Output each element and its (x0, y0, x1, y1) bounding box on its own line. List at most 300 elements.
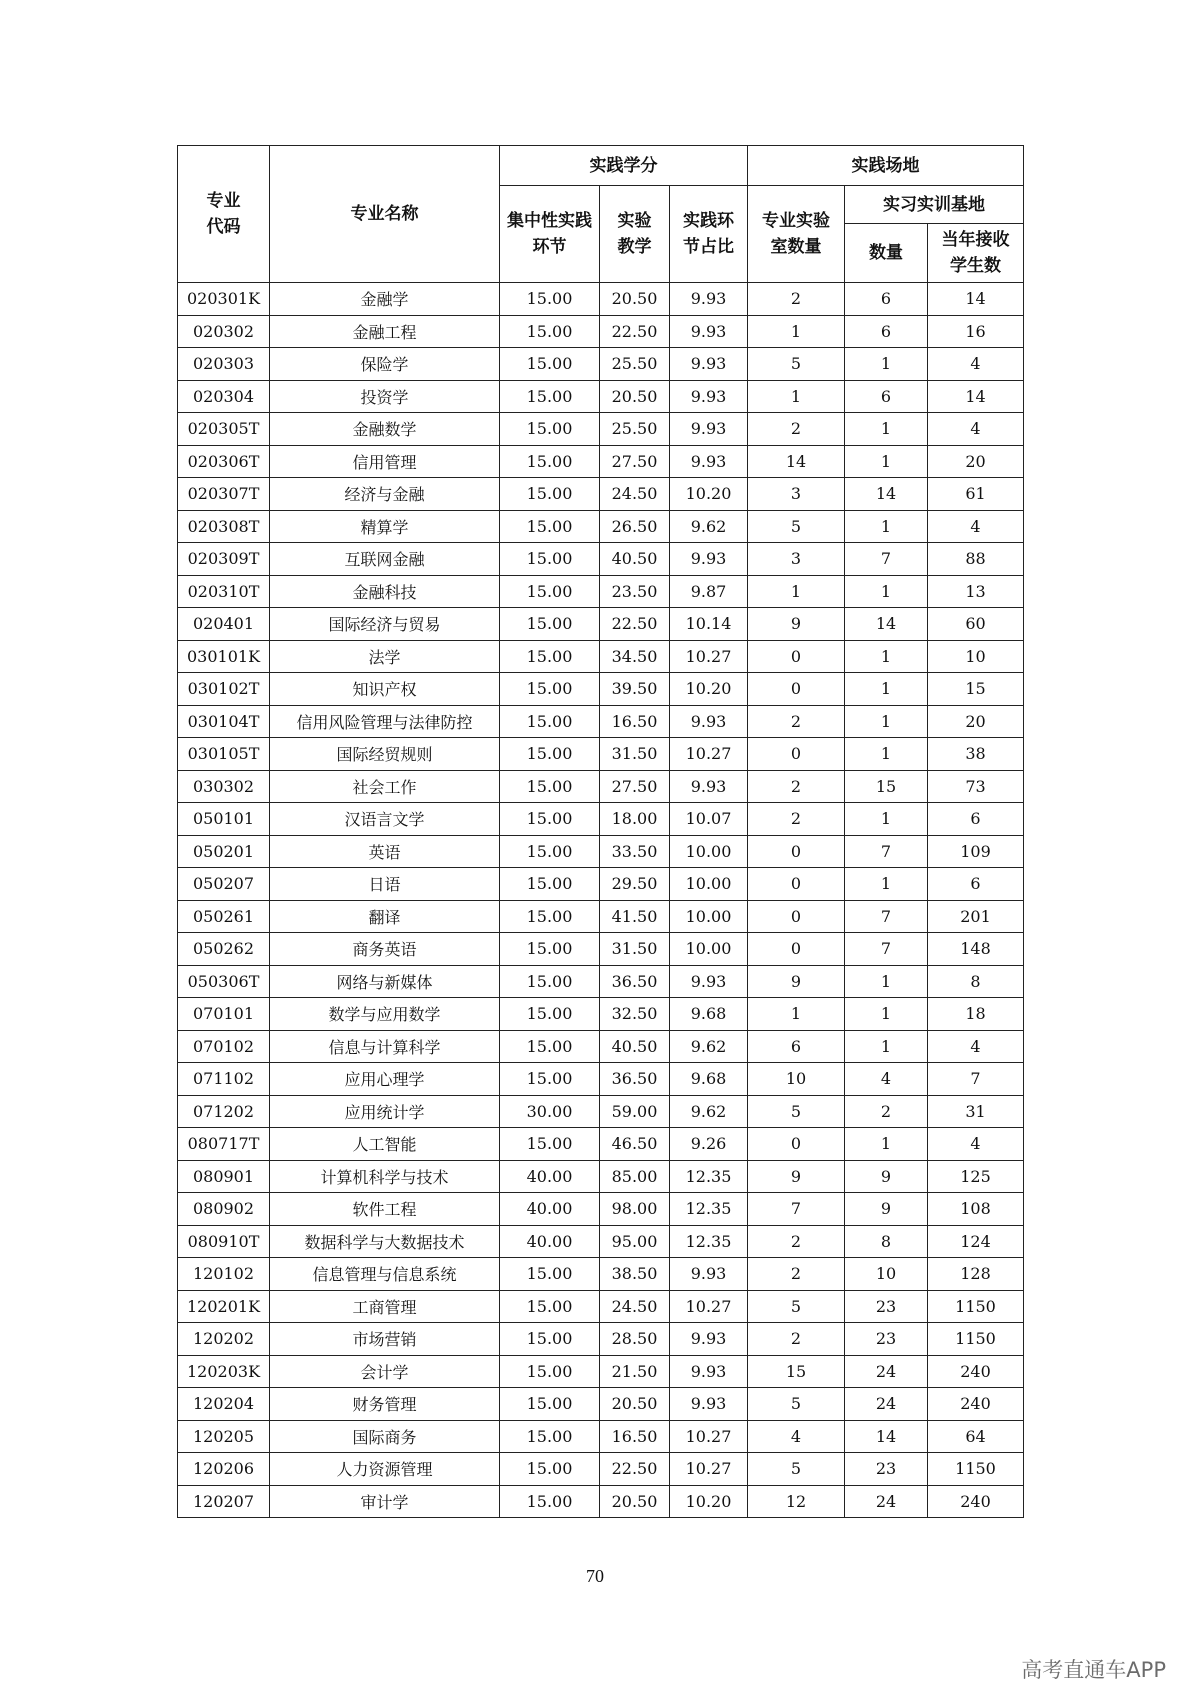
cell-centralized: 15.00 (500, 868, 600, 901)
cell-lab-teaching: 25.50 (600, 348, 670, 381)
cell-ratio: 9.62 (670, 1030, 748, 1063)
cell-students: 125 (928, 1160, 1024, 1193)
cell-ratio: 9.93 (670, 1355, 748, 1388)
cell-code: 020303 (178, 348, 270, 381)
cell-ratio: 12.35 (670, 1193, 748, 1226)
cell-centralized: 15.00 (500, 770, 600, 803)
cell-name: 人工智能 (270, 1128, 500, 1161)
cell-labs: 3 (748, 543, 845, 576)
cell-labs: 5 (748, 1453, 845, 1486)
cell-centralized: 15.00 (500, 380, 600, 413)
cell-lab-teaching: 16.50 (600, 1420, 670, 1453)
cell-bases-count: 1 (845, 348, 928, 381)
cell-name: 信息与计算科学 (270, 1030, 500, 1063)
cell-ratio: 9.68 (670, 998, 748, 1031)
cell-ratio: 10.27 (670, 1453, 748, 1486)
cell-ratio: 9.93 (670, 413, 748, 446)
cell-bases-count: 1 (845, 1128, 928, 1161)
cell-ratio: 9.62 (670, 510, 748, 543)
cell-centralized: 15.00 (500, 1485, 600, 1518)
cell-code: 020310T (178, 575, 270, 608)
cell-lab-teaching: 20.50 (600, 1388, 670, 1421)
watermark: 高考直通车APP (1021, 1658, 1166, 1682)
header-code: 专业 代码 (178, 146, 270, 283)
cell-ratio: 10.00 (670, 900, 748, 933)
cell-name: 知识产权 (270, 673, 500, 706)
cell-bases-count: 23 (845, 1323, 928, 1356)
cell-centralized: 15.00 (500, 1063, 600, 1096)
cell-bases-count: 1 (845, 640, 928, 673)
table-row (178, 1160, 1024, 1193)
table-row (178, 543, 1024, 576)
cell-students: 18 (928, 998, 1024, 1031)
cell-centralized: 15.00 (500, 1258, 600, 1291)
cell-labs: 9 (748, 608, 845, 641)
cell-labs: 2 (748, 1225, 845, 1258)
cell-name: 市场营销 (270, 1323, 500, 1356)
cell-lab-teaching: 31.50 (600, 933, 670, 966)
cell-name: 信用风险管理与法律防控 (270, 705, 500, 738)
cell-labs: 2 (748, 770, 845, 803)
cell-name: 信用管理 (270, 445, 500, 478)
cell-ratio: 10.27 (670, 1420, 748, 1453)
cell-lab-teaching: 36.50 (600, 965, 670, 998)
cell-name: 应用统计学 (270, 1095, 500, 1128)
cell-labs: 0 (748, 868, 845, 901)
cell-labs: 6 (748, 1030, 845, 1063)
cell-students: 4 (928, 1128, 1024, 1161)
cell-bases-count: 1 (845, 1030, 928, 1063)
cell-code: 030101K (178, 640, 270, 673)
table-row (178, 803, 1024, 836)
header-practice-venue: 实践场地 (748, 146, 1024, 186)
cell-students: 148 (928, 933, 1024, 966)
table-row (178, 705, 1024, 738)
table-row (178, 1193, 1024, 1226)
cell-bases-count: 1 (845, 575, 928, 608)
cell-ratio: 9.93 (670, 380, 748, 413)
cell-name: 软件工程 (270, 1193, 500, 1226)
cell-bases-count: 1 (845, 868, 928, 901)
cell-lab-teaching: 16.50 (600, 705, 670, 738)
cell-ratio: 9.87 (670, 575, 748, 608)
cell-code: 120207 (178, 1485, 270, 1518)
cell-centralized: 40.00 (500, 1193, 600, 1226)
cell-code: 020306T (178, 445, 270, 478)
cell-code: 020309T (178, 543, 270, 576)
cell-lab-teaching: 95.00 (600, 1225, 670, 1258)
cell-labs: 5 (748, 1388, 845, 1421)
practice-table (177, 145, 1024, 1518)
cell-labs: 5 (748, 348, 845, 381)
cell-ratio: 10.14 (670, 608, 748, 641)
cell-ratio: 9.93 (670, 348, 748, 381)
cell-students: 14 (928, 380, 1024, 413)
cell-centralized: 15.00 (500, 998, 600, 1031)
table-body (178, 283, 1024, 1518)
table-row (178, 1485, 1024, 1518)
cell-labs: 12 (748, 1485, 845, 1518)
cell-labs: 2 (748, 803, 845, 836)
cell-lab-teaching: 27.50 (600, 770, 670, 803)
cell-name: 日语 (270, 868, 500, 901)
cell-ratio: 10.00 (670, 933, 748, 966)
cell-centralized: 15.00 (500, 640, 600, 673)
cell-code: 120202 (178, 1323, 270, 1356)
cell-name: 金融工程 (270, 315, 500, 348)
table-row (178, 835, 1024, 868)
cell-bases-count: 7 (845, 900, 928, 933)
cell-code: 050262 (178, 933, 270, 966)
cell-centralized: 15.00 (500, 933, 600, 966)
cell-code: 050201 (178, 835, 270, 868)
table-row (178, 673, 1024, 706)
cell-code: 050101 (178, 803, 270, 836)
cell-lab-teaching: 38.50 (600, 1258, 670, 1291)
table-row (178, 998, 1024, 1031)
cell-name: 数学与应用数学 (270, 998, 500, 1031)
cell-centralized: 15.00 (500, 510, 600, 543)
cell-bases-count: 9 (845, 1160, 928, 1193)
cell-name: 金融科技 (270, 575, 500, 608)
cell-name: 计算机科学与技术 (270, 1160, 500, 1193)
cell-name: 应用心理学 (270, 1063, 500, 1096)
cell-labs: 9 (748, 965, 845, 998)
cell-bases-count: 1 (845, 445, 928, 478)
cell-students: 240 (928, 1485, 1024, 1518)
cell-ratio: 9.93 (670, 315, 748, 348)
cell-lab-teaching: 41.50 (600, 900, 670, 933)
cell-name: 财务管理 (270, 1388, 500, 1421)
cell-students: 6 (928, 868, 1024, 901)
cell-bases-count: 7 (845, 835, 928, 868)
cell-name: 法学 (270, 640, 500, 673)
cell-name: 审计学 (270, 1485, 500, 1518)
table-row (178, 413, 1024, 446)
cell-ratio: 12.35 (670, 1160, 748, 1193)
cell-labs: 1 (748, 380, 845, 413)
cell-labs: 5 (748, 1290, 845, 1323)
cell-lab-teaching: 25.50 (600, 413, 670, 446)
cell-ratio: 10.20 (670, 673, 748, 706)
cell-ratio: 12.35 (670, 1225, 748, 1258)
cell-students: 6 (928, 803, 1024, 836)
cell-labs: 3 (748, 478, 845, 511)
cell-centralized: 15.00 (500, 1128, 600, 1161)
cell-centralized: 15.00 (500, 413, 600, 446)
table-row (178, 1128, 1024, 1161)
cell-name: 会计学 (270, 1355, 500, 1388)
cell-students: 61 (928, 478, 1024, 511)
cell-bases-count: 7 (845, 933, 928, 966)
cell-students: 15 (928, 673, 1024, 706)
cell-bases-count: 15 (845, 770, 928, 803)
cell-code: 120206 (178, 1453, 270, 1486)
cell-students: 14 (928, 283, 1024, 316)
table-row (178, 640, 1024, 673)
cell-code: 050306T (178, 965, 270, 998)
cell-ratio: 9.93 (670, 445, 748, 478)
cell-ratio: 9.93 (670, 1258, 748, 1291)
cell-students: 124 (928, 1225, 1024, 1258)
cell-code: 020302 (178, 315, 270, 348)
table-row (178, 868, 1024, 901)
cell-name: 投资学 (270, 380, 500, 413)
table-row (178, 1290, 1024, 1323)
cell-code: 120205 (178, 1420, 270, 1453)
cell-name: 互联网金融 (270, 543, 500, 576)
cell-centralized: 15.00 (500, 1355, 600, 1388)
cell-centralized: 15.00 (500, 315, 600, 348)
cell-code: 120203K (178, 1355, 270, 1388)
cell-labs: 0 (748, 900, 845, 933)
cell-ratio: 10.27 (670, 640, 748, 673)
cell-code: 071102 (178, 1063, 270, 1096)
cell-lab-teaching: 46.50 (600, 1128, 670, 1161)
cell-bases-count: 1 (845, 738, 928, 771)
cell-lab-teaching: 20.50 (600, 283, 670, 316)
cell-students: 240 (928, 1355, 1024, 1388)
cell-code: 071202 (178, 1095, 270, 1128)
cell-lab-teaching: 36.50 (600, 1063, 670, 1096)
cell-ratio: 10.00 (670, 868, 748, 901)
table-row (178, 738, 1024, 771)
cell-centralized: 15.00 (500, 738, 600, 771)
cell-bases-count: 4 (845, 1063, 928, 1096)
header-practice-credits: 实践学分 (500, 146, 748, 186)
cell-bases-count: 2 (845, 1095, 928, 1128)
cell-code: 120204 (178, 1388, 270, 1421)
cell-ratio: 10.27 (670, 738, 748, 771)
cell-ratio: 10.20 (670, 1485, 748, 1518)
cell-labs: 2 (748, 1258, 845, 1291)
table-row (178, 575, 1024, 608)
cell-lab-teaching: 85.00 (600, 1160, 670, 1193)
cell-labs: 4 (748, 1420, 845, 1453)
cell-students: 7 (928, 1063, 1024, 1096)
cell-ratio: 9.93 (670, 543, 748, 576)
cell-students: 88 (928, 543, 1024, 576)
cell-ratio: 9.62 (670, 1095, 748, 1128)
cell-bases-count: 1 (845, 998, 928, 1031)
cell-bases-count: 1 (845, 413, 928, 446)
cell-code: 020301K (178, 283, 270, 316)
cell-students: 8 (928, 965, 1024, 998)
cell-code: 070101 (178, 998, 270, 1031)
cell-code: 020307T (178, 478, 270, 511)
cell-code: 050207 (178, 868, 270, 901)
cell-students: 1150 (928, 1290, 1024, 1323)
cell-ratio: 9.93 (670, 283, 748, 316)
table-row (178, 1323, 1024, 1356)
cell-code: 020304 (178, 380, 270, 413)
table-row (178, 1258, 1024, 1291)
cell-students: 201 (928, 900, 1024, 933)
header-ratio: 实践环节占比 (670, 186, 748, 283)
cell-bases-count: 24 (845, 1388, 928, 1421)
table-row (178, 348, 1024, 381)
cell-code: 080910T (178, 1225, 270, 1258)
cell-labs: 10 (748, 1063, 845, 1096)
table-row (178, 933, 1024, 966)
cell-centralized: 15.00 (500, 283, 600, 316)
cell-labs: 0 (748, 835, 845, 868)
cell-bases-count: 7 (845, 543, 928, 576)
cell-name: 人力资源管理 (270, 1453, 500, 1486)
cell-students: 60 (928, 608, 1024, 641)
cell-lab-teaching: 20.50 (600, 380, 670, 413)
table-row (178, 1420, 1024, 1453)
cell-centralized: 15.00 (500, 575, 600, 608)
table-row (178, 900, 1024, 933)
cell-code: 050261 (178, 900, 270, 933)
cell-ratio: 9.26 (670, 1128, 748, 1161)
cell-bases-count: 24 (845, 1485, 928, 1518)
header-students: 当年接收学生数 (928, 224, 1024, 283)
cell-students: 240 (928, 1388, 1024, 1421)
cell-lab-teaching: 27.50 (600, 445, 670, 478)
cell-centralized: 15.00 (500, 1388, 600, 1421)
cell-lab-teaching: 28.50 (600, 1323, 670, 1356)
cell-labs: 2 (748, 1323, 845, 1356)
cell-labs: 0 (748, 1128, 845, 1161)
cell-lab-teaching: 24.50 (600, 1290, 670, 1323)
cell-centralized: 15.00 (500, 965, 600, 998)
cell-centralized: 15.00 (500, 1290, 600, 1323)
cell-ratio: 9.93 (670, 770, 748, 803)
cell-code: 030302 (178, 770, 270, 803)
cell-ratio: 9.93 (670, 965, 748, 998)
cell-lab-teaching: 22.50 (600, 315, 670, 348)
cell-name: 金融学 (270, 283, 500, 316)
cell-centralized: 15.00 (500, 1453, 600, 1486)
practice-table-container (177, 145, 1023, 1518)
cell-students: 4 (928, 510, 1024, 543)
table-row (178, 1225, 1024, 1258)
cell-name: 工商管理 (270, 1290, 500, 1323)
cell-lab-teaching: 32.50 (600, 998, 670, 1031)
cell-centralized: 15.00 (500, 608, 600, 641)
cell-centralized: 15.00 (500, 705, 600, 738)
cell-name: 数据科学与大数据技术 (270, 1225, 500, 1258)
cell-centralized: 40.00 (500, 1225, 600, 1258)
cell-ratio: 9.93 (670, 1388, 748, 1421)
cell-name: 经济与金融 (270, 478, 500, 511)
cell-ratio: 9.68 (670, 1063, 748, 1096)
cell-centralized: 40.00 (500, 1160, 600, 1193)
header-bases: 实习实训基地 (845, 186, 1024, 224)
cell-bases-count: 24 (845, 1355, 928, 1388)
cell-name: 翻译 (270, 900, 500, 933)
page-number: 70 (586, 1566, 604, 1586)
cell-name: 社会工作 (270, 770, 500, 803)
cell-labs: 1 (748, 998, 845, 1031)
cell-centralized: 15.00 (500, 348, 600, 381)
cell-code: 030105T (178, 738, 270, 771)
header-count: 数量 (845, 224, 928, 283)
cell-code: 030102T (178, 673, 270, 706)
cell-students: 108 (928, 1193, 1024, 1226)
cell-name: 英语 (270, 835, 500, 868)
cell-centralized: 15.00 (500, 835, 600, 868)
table-row (178, 315, 1024, 348)
cell-lab-teaching: 23.50 (600, 575, 670, 608)
table-row (178, 770, 1024, 803)
cell-students: 4 (928, 1030, 1024, 1063)
cell-ratio: 10.27 (670, 1290, 748, 1323)
cell-name: 国际经济与贸易 (270, 608, 500, 641)
cell-code: 020305T (178, 413, 270, 446)
table-row (178, 283, 1024, 316)
cell-bases-count: 9 (845, 1193, 928, 1226)
cell-lab-teaching: 26.50 (600, 510, 670, 543)
cell-code: 080901 (178, 1160, 270, 1193)
cell-students: 1150 (928, 1323, 1024, 1356)
cell-lab-teaching: 29.50 (600, 868, 670, 901)
cell-code: 080717T (178, 1128, 270, 1161)
cell-centralized: 15.00 (500, 543, 600, 576)
cell-labs: 2 (748, 283, 845, 316)
table-row (178, 965, 1024, 998)
cell-code: 020308T (178, 510, 270, 543)
cell-bases-count: 8 (845, 1225, 928, 1258)
cell-students: 4 (928, 413, 1024, 446)
cell-bases-count: 1 (845, 510, 928, 543)
cell-bases-count: 10 (845, 1258, 928, 1291)
cell-labs: 7 (748, 1193, 845, 1226)
cell-bases-count: 23 (845, 1453, 928, 1486)
cell-bases-count: 14 (845, 478, 928, 511)
header-name: 专业名称 (270, 146, 500, 283)
cell-bases-count: 6 (845, 315, 928, 348)
cell-labs: 0 (748, 933, 845, 966)
cell-labs: 5 (748, 510, 845, 543)
cell-labs: 0 (748, 738, 845, 771)
cell-lab-teaching: 98.00 (600, 1193, 670, 1226)
cell-ratio: 10.20 (670, 478, 748, 511)
cell-code: 030104T (178, 705, 270, 738)
cell-labs: 1 (748, 315, 845, 348)
cell-students: 64 (928, 1420, 1024, 1453)
cell-centralized: 15.00 (500, 1420, 600, 1453)
table-row (178, 510, 1024, 543)
cell-centralized: 30.00 (500, 1095, 600, 1128)
table-row (178, 608, 1024, 641)
cell-lab-teaching: 18.00 (600, 803, 670, 836)
cell-bases-count: 14 (845, 608, 928, 641)
cell-name: 汉语言文学 (270, 803, 500, 836)
cell-ratio: 10.00 (670, 835, 748, 868)
cell-labs: 2 (748, 413, 845, 446)
cell-code: 120102 (178, 1258, 270, 1291)
table-row (178, 1355, 1024, 1388)
cell-lab-teaching: 22.50 (600, 608, 670, 641)
cell-lab-teaching: 34.50 (600, 640, 670, 673)
cell-name: 信息管理与信息系统 (270, 1258, 500, 1291)
cell-centralized: 15.00 (500, 1323, 600, 1356)
cell-students: 31 (928, 1095, 1024, 1128)
cell-lab-teaching: 20.50 (600, 1485, 670, 1518)
cell-bases-count: 14 (845, 1420, 928, 1453)
cell-centralized: 15.00 (500, 803, 600, 836)
cell-students: 4 (928, 348, 1024, 381)
table-row (178, 1063, 1024, 1096)
cell-bases-count: 1 (845, 673, 928, 706)
table-row (178, 380, 1024, 413)
cell-students: 128 (928, 1258, 1024, 1291)
cell-name: 保险学 (270, 348, 500, 381)
cell-lab-teaching: 59.00 (600, 1095, 670, 1128)
